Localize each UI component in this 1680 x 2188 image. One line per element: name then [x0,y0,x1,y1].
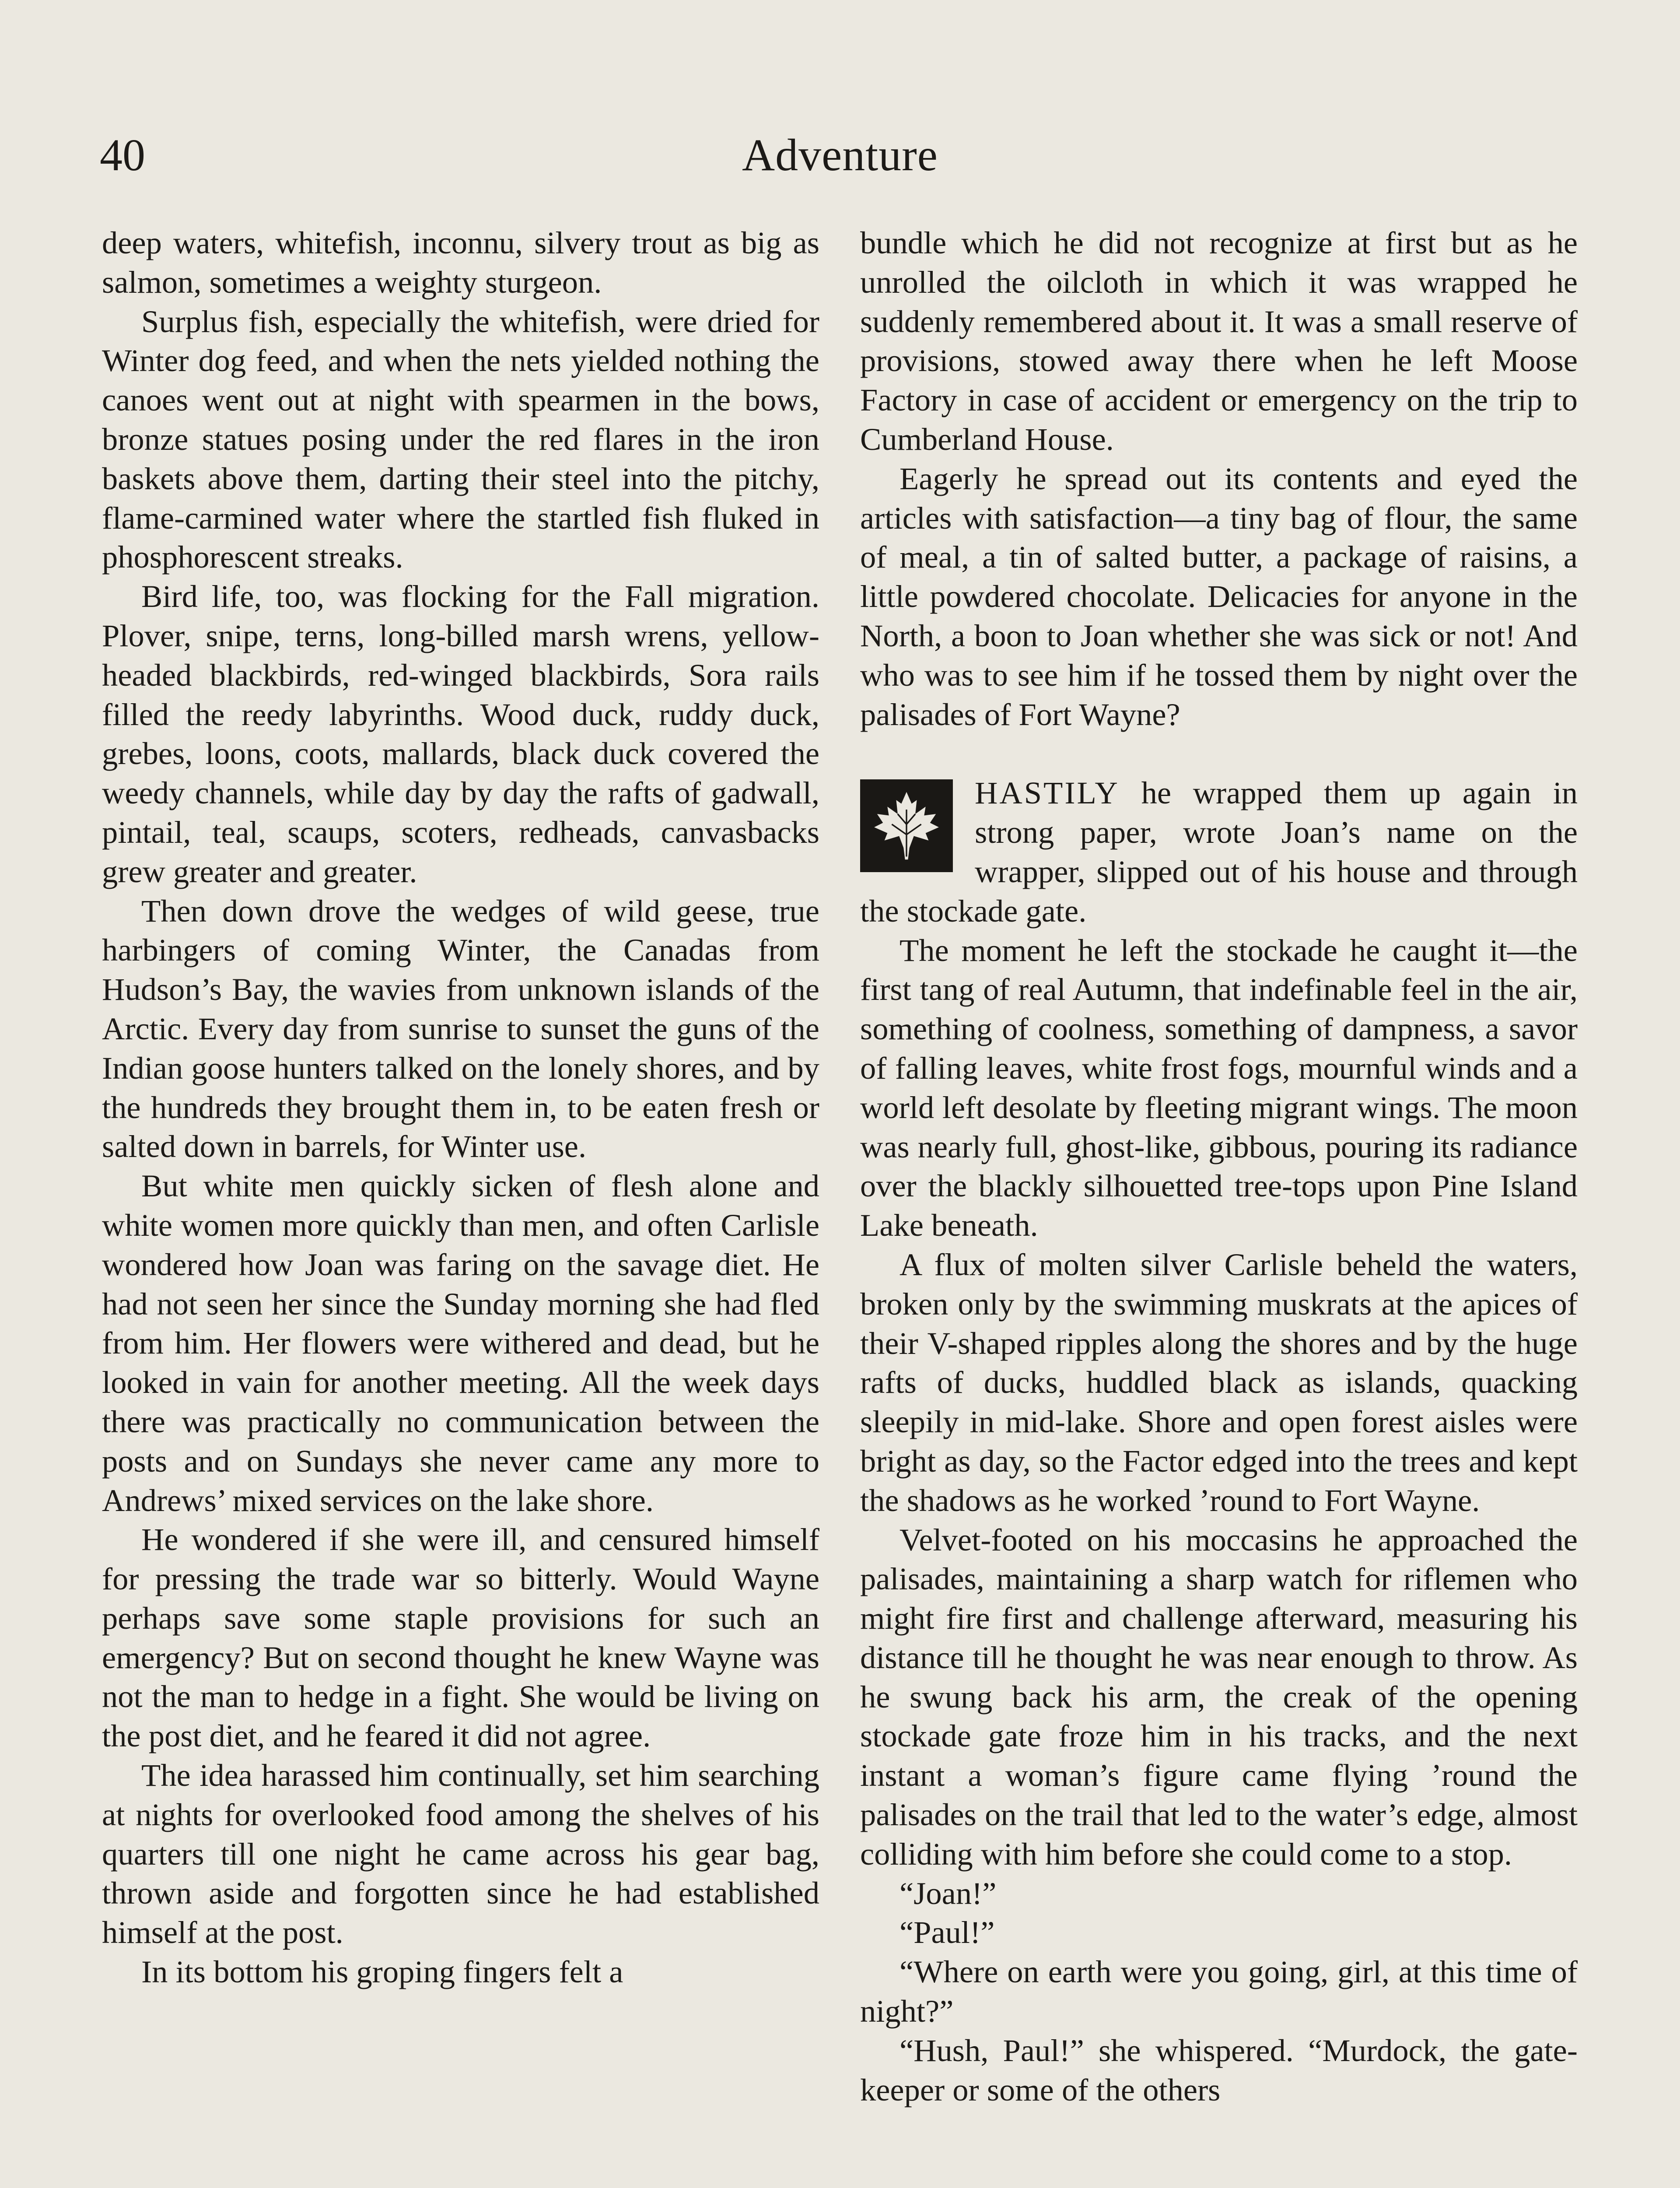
left-column [102,223,819,1992]
dialogue-line: “Where on earth were you going, girl, at this time of night?” [860,1954,1578,2029]
maple-leaf-graphic [870,789,943,863]
paragraph: But white men quickly sicken of flesh alone and white women more quickly than men, and often Carlisle wondered how Joan was faring on the savage diet. He had not seen her since the Sunday morning she had fled from him. Her flowers were withered and dead, but he looked in vain for another meeting. All the week days there was practically no communication between the posts and on Sundays she never came any more to Andrews’ mixed services on the lake shore. [102,1168,819,1518]
paragraph: A flux of molten silver Carlisle beheld the waters, broken only by the swimming muskrats at the apices of their V-shaped ripples along the shores and by the huge rafts of ducks, huddled black as islands, quacking sleepily in mid-lake. Shore and open forest aisles were bright as day, so the Factor edged into the trees and kept the shadows as he worked ’round to Fort Wayne. [860,1246,1578,1518]
maple-leaf-icon [860,779,953,872]
paragraph: Surplus fish, especially the whitefish, were dried for Winter dog feed, and when the nets yielded nothing the canoes went out at night with spearmen in the bows, bronze statues posing under the red flares in the iron baskets above them, darting their steel into the pitchy, flame-carmined water where the startled fish fluked in phosphorescent streaks. [102,303,819,575]
dialogue-line: “Paul!” [900,1914,995,1950]
paragraph: The idea harassed him continually, set him searching at nights for overlooked food among the shelves of his quarters till one night he came across his gear bag, thrown aside and forgotten since he had established himself at the post. [102,1757,819,1950]
paragraph: The moment he left the stockade he caught it—the first tang of real Autumn, that indefinable feel in the air, something of coolness, something of dampness, a savor of falling leaves, white frost fogs, mournful winds and a world left desolate by fleeting migrant wings. The moon was nearly full, ghost-like, gibbous, pouring its radiance over the blackly silhouetted tree-tops upon Pine Island Lake beneath. [860,932,1578,1243]
right-column [860,223,1578,2109]
page-header [100,127,1580,184]
paragraph: In its bottom his groping fingers felt a [141,1954,623,1990]
paragraph: deep waters, whitefish, inconnu, silvery trout as big as salmon, sometimes a weighty sturgeon. [102,225,819,300]
section-paragraph [860,773,1578,930]
dialogue-line: “Joan!” [900,1875,997,1911]
paragraph: He wondered if she were ill, and censured himself for pressing the trade war so bitterly. Would Wayne perhaps save some staple provisions for such an emergency? But on second thought he knew Wayne was not the man to hedge in a fight. She would be living on the post diet, and he feared it did not agree. [102,1522,819,1754]
paragraph: Velvet-footed on his moccasins he approached the palisades, maintaining a sharp watch for riflemen who might fire first and challenge afterward, measuring his distance till he thought he was near enough to throw. As he swung back his arm, the creak of the opening stockade gate froze him in his tracks, and the next instant a woman’s figure came flying ’round the palisades on the trail that led to the water’s edge, almost colliding with him before she could come to a stop. [860,1522,1578,1872]
drop-paragraph-text: he wrapped them up again in strong paper, wrote Joan’s name on the wrapper, slipped out of his house and through the stockade gate. [860,775,1578,929]
running-title: Adventure [742,130,938,180]
page-number: 40 [100,130,145,180]
paragraph: bundle which he did not recognize at first but as he unrolled the oilcloth in which it was wrapped he suddenly remembered about it. It was a small reserve of provisions, stowed away there when he left Moose Factory in case of accident or emergency on the trip to Cumberland House. [860,225,1578,457]
paragraph: Eagerly he spread out its contents and eyed the articles with satisfaction—a tiny bag of flour, the same of meal, a tin of salted butter, a package of raisins, a little powdered chocolate. Delicacies for anyone in the North, a boon to Joan whether she was sick or not! And who was to see him if he tossed them by night over the palisades of Fort Wayne? [860,460,1578,732]
section-opening [860,773,1578,930]
paragraph: Bird life, too, was flocking for the Fall migration. Plover, snipe, terns, long-billed marsh wrens, yellow-headed blackbirds, red-winged blackbirds, Sora rails filled the reedy labyrinths. Wood duck, ruddy duck, grebes, loons, coots, mallards, black duck covered the weedy channels, while day by day the rafts of gadwall, pintail, teal, scaups, scoters, redheads, canvasbacks grew greater and greater. [102,579,819,889]
paragraph: Then down drove the wedges of wild geese, true harbingers of coming Winter, the Canadas from Hudson’s Bay, the wavies from unknown islands of the Arctic. Every day from sunrise to sunset the guns of the Indian goose hunters talked on the lonely shores, and by the hundreds they brought them in, to be eaten fresh or salted down in barrels, for Winter use. [102,893,819,1164]
dialogue-line: “Hush, Paul!” she whispered. “Murdock, the gate-keeper or some of the others [860,2032,1578,2107]
section-break [860,734,1578,773]
drop-lead-word: HASTILY [975,775,1120,811]
